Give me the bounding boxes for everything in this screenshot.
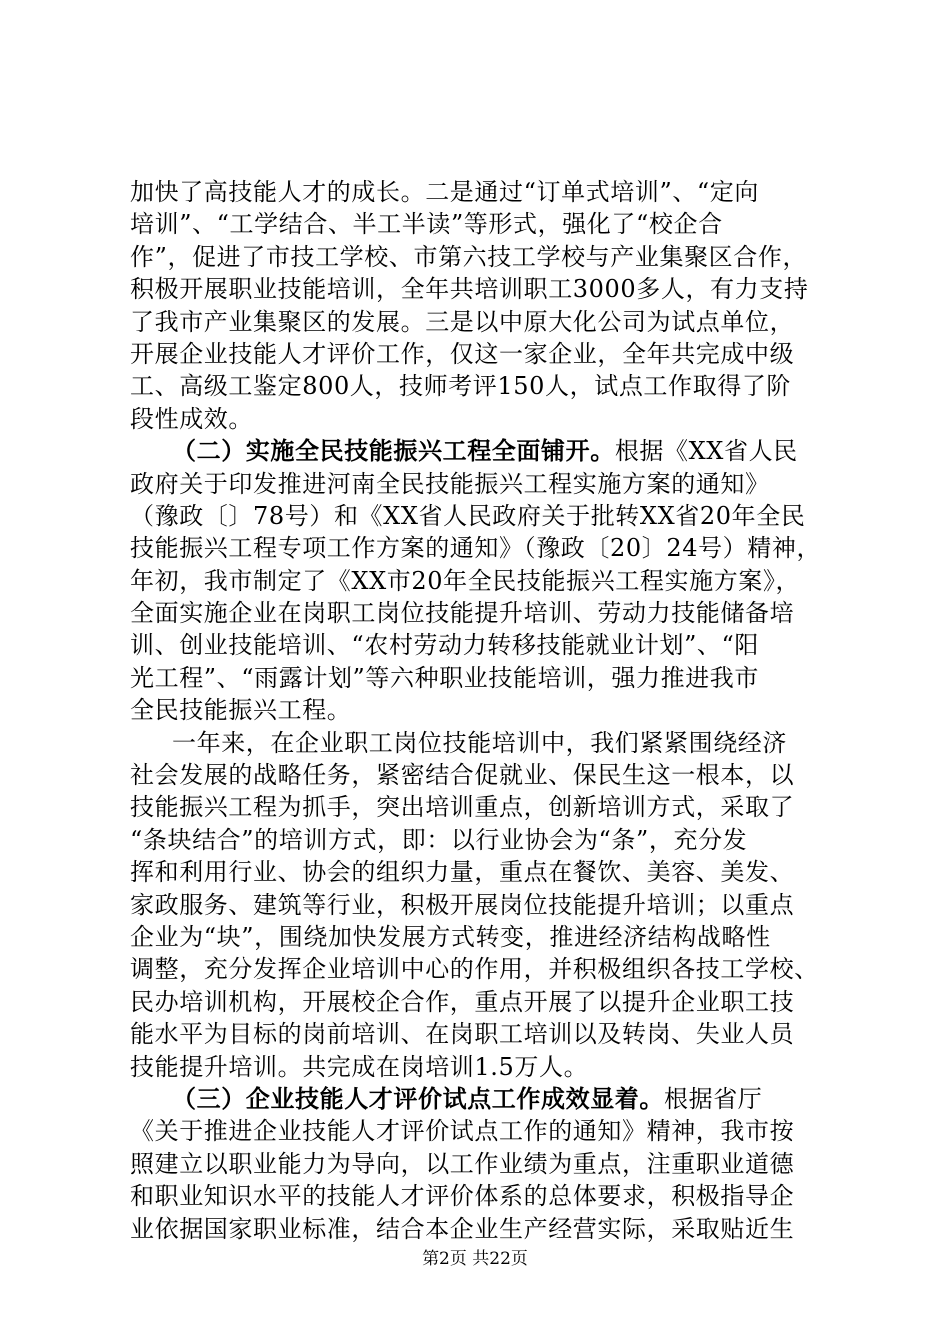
text-line: 政府关于印发推进河南全民技能振兴工程实施方案的通知》: [130, 469, 770, 498]
text-line: 培训”、“工学结合、半工半读”等形式，强化了“校企合: [130, 210, 723, 239]
text-line: 社会发展的战略任务，紧密结合促就业、保民生这一根本，以: [130, 761, 795, 790]
paragraph-3-first-line: 一年来，在企业职工岗位技能培训中，我们紧紧围绕经济: [172, 728, 787, 757]
section-3-first-line: [130, 1083, 830, 1115]
text-line: 全民技能振兴工程。: [130, 696, 352, 725]
section-2-first-line: [130, 435, 830, 467]
text-line: （豫政〔〕78号）和《XX省人民政府关于批转XX省20年全民: [130, 501, 806, 530]
text-line: 训、创业技能培训、“农村劳动力转移技能就业计划”、“阳: [130, 631, 760, 660]
text-line: 挥和利用行业、协会的组织力量，重点在餐饮、美容、美发、: [130, 858, 795, 887]
text-line: 家政服务、建筑等行业，积极开展岗位技能提升培训；以重点: [130, 890, 795, 919]
text-line: 技能提升培训。共完成在岗培训1.5万人。: [130, 1052, 589, 1081]
text-line: 调整，充分发挥企业培训中心的作用，并积极组织各技工学校、: [130, 955, 819, 984]
text-line: 了我市产业集聚区的发展。三是以中原大化公司为试点单位，: [130, 307, 795, 336]
text-line: 《关于推进企业技能人才评价试点工作的通知》精神，我市按: [130, 1117, 795, 1146]
text-line: 段性成效。: [130, 404, 253, 433]
text-line: 民办培训机构，开展校企合作，重点开展了以提升企业职工技: [130, 987, 795, 1016]
text-line: 光工程”、“雨露计划”等六种职业技能培训，强力推进我市: [130, 663, 760, 692]
text-line: 照建立以职业能力为导向，以工作业绩为重点，注重职业道德: [130, 1149, 795, 1178]
section-3-lead-text: 根据省厅: [664, 1084, 763, 1113]
section-3-heading: （三）企业技能人才评价试点工作成效显着。: [172, 1084, 664, 1113]
text-line: 业依据国家职业标准，结合本企业生产经营实际，采取贴近生: [130, 1214, 795, 1243]
text-line: 和职业知识水平的技能人才评价体系的总体要求，积极指导企: [130, 1182, 795, 1211]
section-2-lead-text: 根据《XX省人民: [614, 437, 798, 466]
text-line: 企业为“块”，围绕加快发展方式转变，推进经济结构战略性: [130, 922, 771, 951]
text-line: 能水平为目标的岗前培训、在岗职工培训以及转岗、失业人员: [130, 1020, 795, 1049]
document-body: [130, 176, 830, 1245]
text-line: 年初，我市制定了《XX市20年全民技能振兴工程实施方案》，: [130, 566, 801, 595]
text-line: 工、高级工鉴定800人，技师考评150人，试点工作取得了阶: [130, 372, 792, 401]
section-2-heading: （二）实施全民技能振兴工程全面铺开。: [172, 437, 615, 466]
text-line: 加快了高技能人才的成长。二是通过“订单式培训”、“定向: [130, 178, 760, 206]
text-line: 开展企业技能人才评价工作，仅这一家企业，全年共完成中级: [130, 339, 795, 368]
text-line: 技能振兴工程为抓手，突出培训重点，创新培训方式，采取了: [130, 793, 795, 822]
text-line: 全面实施企业在岗职工岗位技能提升培训、劳动力技能储备培: [130, 599, 795, 628]
text-line: 作”，促进了市技工学校、市第六技工学校与产业集聚区合作，: [130, 242, 808, 271]
text-line: 积极开展职业技能培训，全年共培训职工3000多人，有力支持: [130, 275, 809, 304]
page-number: 第2页 共22页: [422, 1249, 528, 1269]
text-line: 技能振兴工程专项工作方案的通知》（豫政〔20〕24号）精神，: [130, 534, 822, 563]
page-footer: [0, 1244, 950, 1269]
text-line: “条块结合”的培训方式，即：以行业协会为“条”，充分发: [130, 825, 748, 854]
